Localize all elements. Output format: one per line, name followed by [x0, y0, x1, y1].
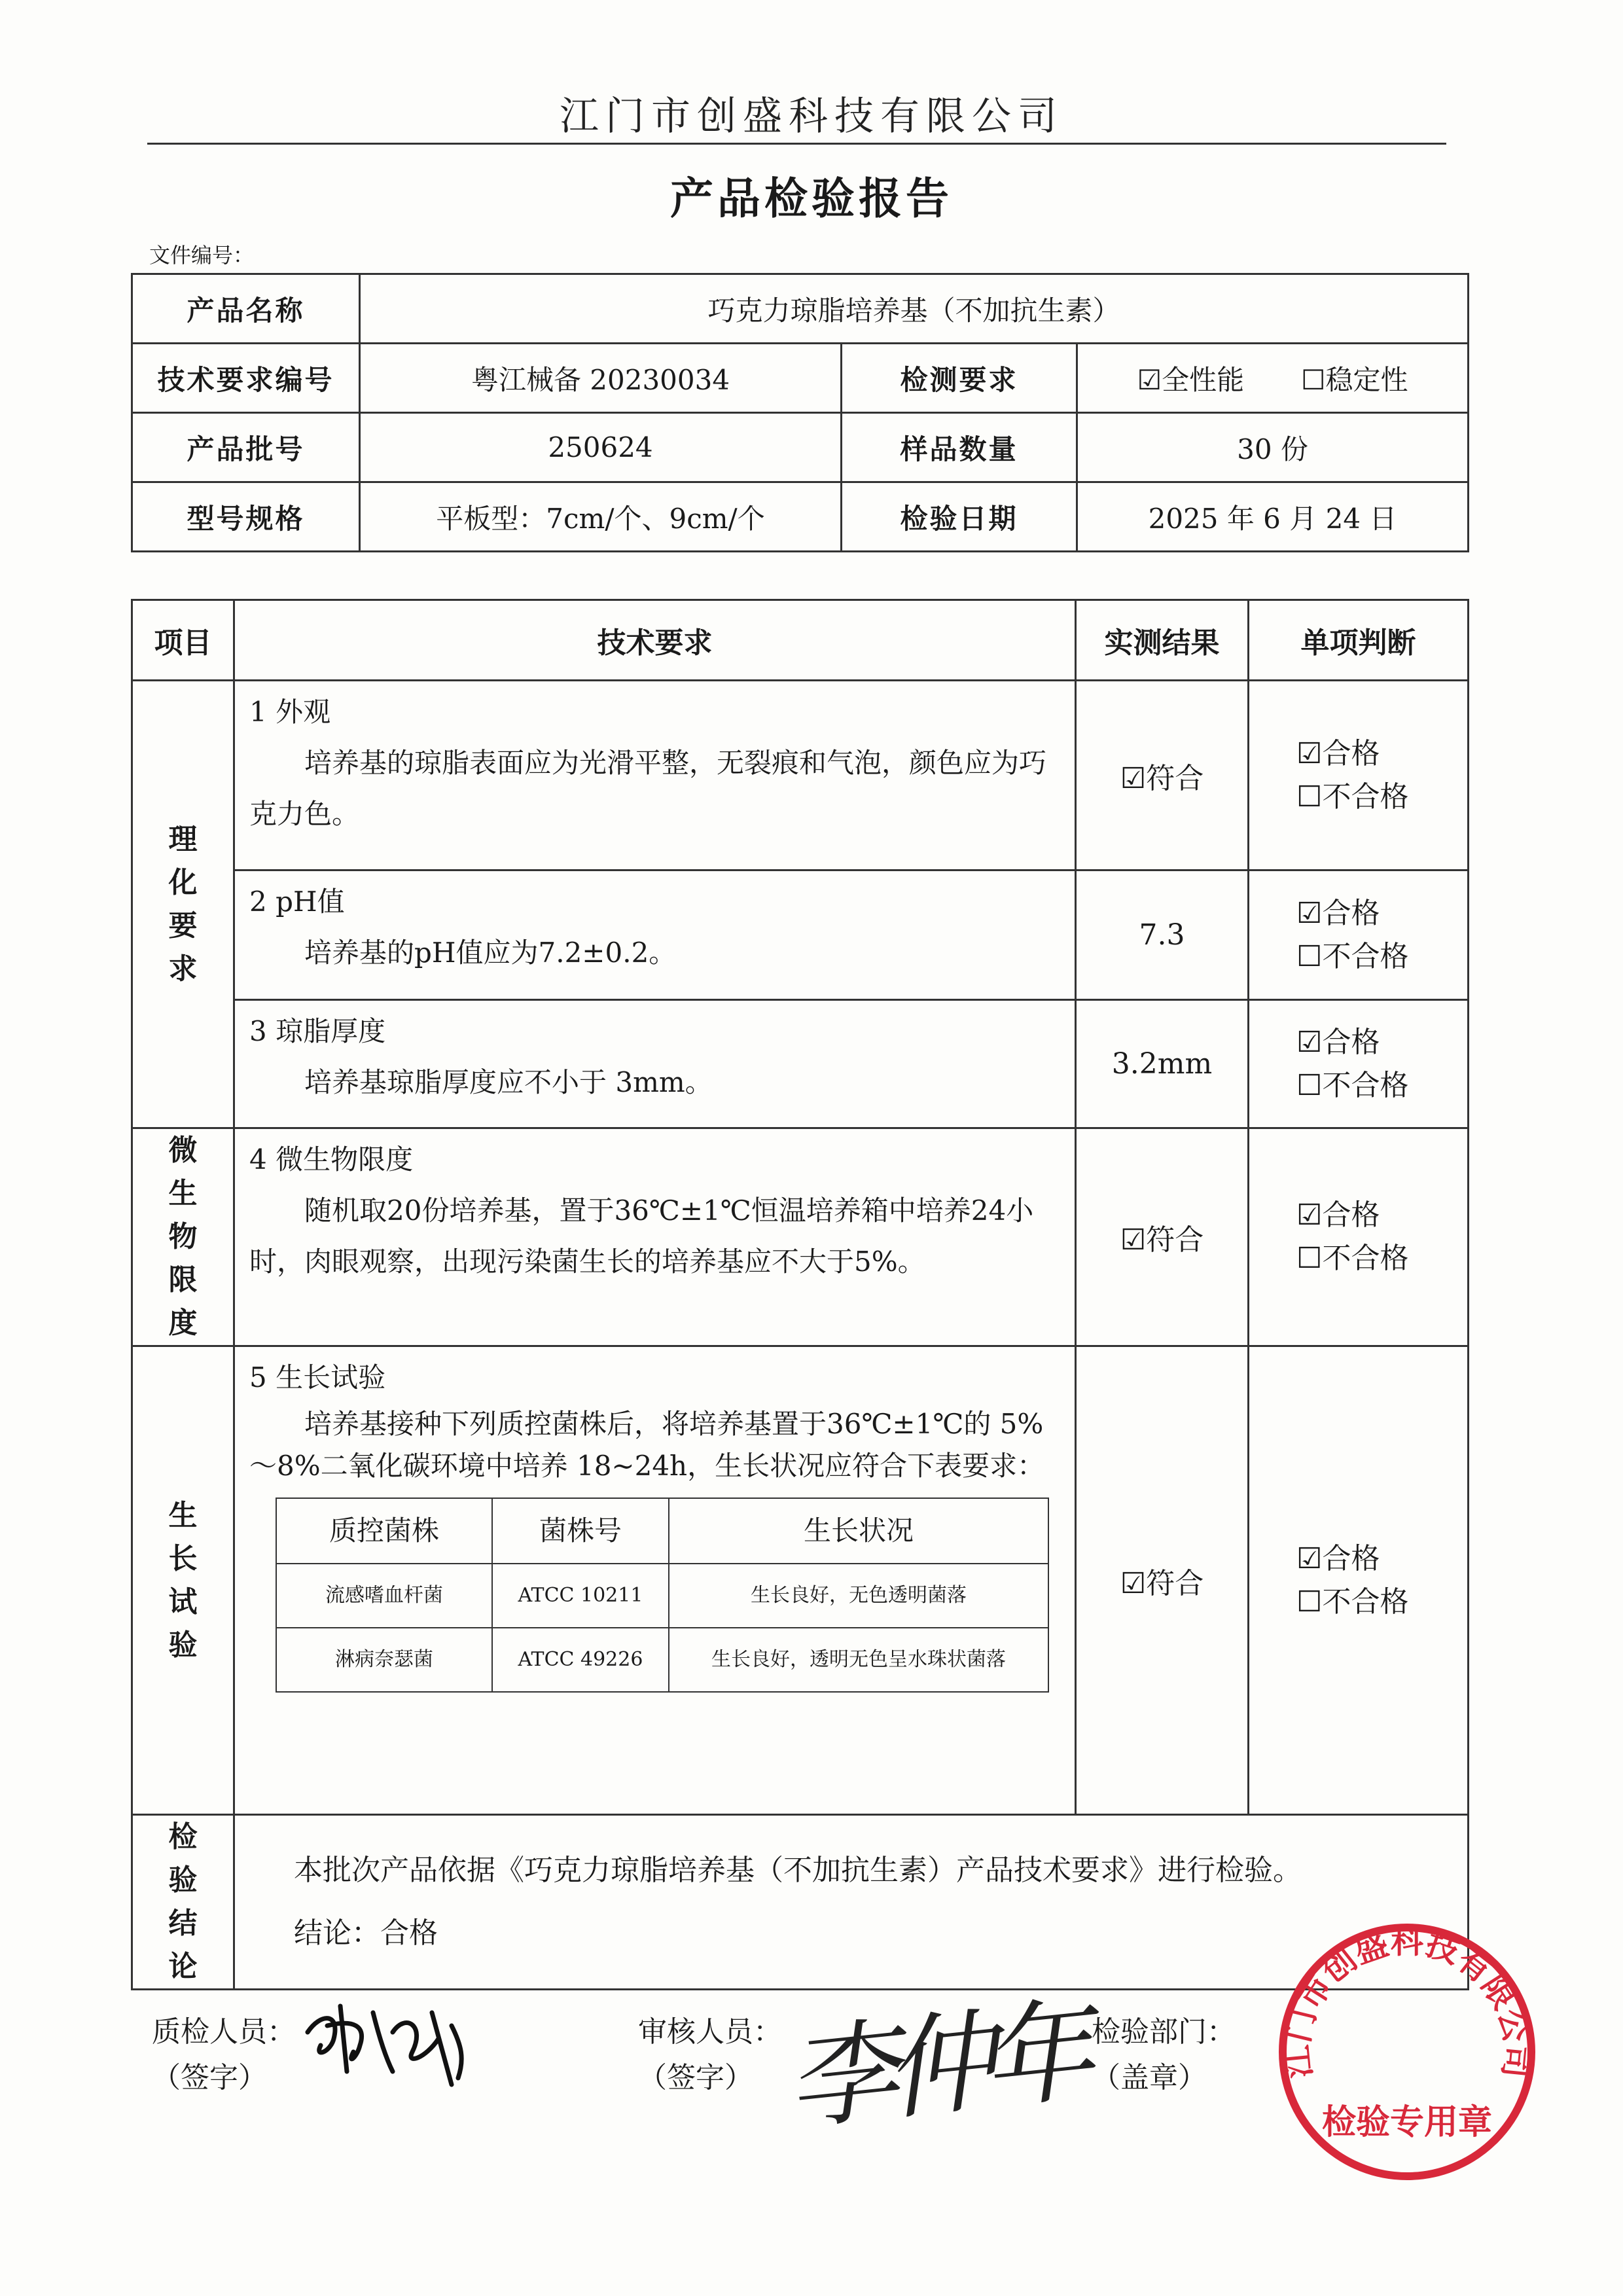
product-name-value: 巧克力琼脂培养基（不加抗生素） [360, 274, 1469, 344]
requirement-2-head: 2 pH值 [249, 886, 345, 918]
batch-label: 产品批号 [132, 413, 360, 482]
result-1: ☑符合 [1076, 681, 1249, 870]
inspector-note: （签字） [152, 2061, 267, 2094]
strain-id: ATCC 10211 [492, 1564, 669, 1628]
strain-col-id: 菌株号 [492, 1498, 669, 1564]
date-label: 检验日期 [842, 482, 1077, 552]
inspector-signature [294, 1986, 491, 2098]
reviewer-block [638, 2009, 782, 2101]
col-result-header: 实测结果 [1076, 600, 1249, 681]
requirement-4-text: 随机取20份培养基，置于36℃±1℃恒温培养箱中培养24小时，肉眼观察，出现污染菌生长的培养基应不大于5%。 [249, 1194, 1034, 1278]
requirement-5-head: 5 生长试验 [249, 1361, 386, 1393]
product-name-label: 产品名称 [132, 274, 360, 344]
conclusion-result: 结论：合格 [294, 1916, 438, 1950]
strain-growth: 生长良好，无色透明菌落 [669, 1564, 1048, 1628]
judge-5: ☑合格 ☐不合格 [1249, 1346, 1469, 1815]
group-microbial: 微 生 物 限 度 [132, 1128, 234, 1346]
result-3: 3.2mm [1076, 1000, 1249, 1128]
strain-name: 流感嗜血杆菌 [276, 1564, 492, 1628]
batch-value: 250624 [360, 413, 842, 482]
requirement-5-text: 培养基接种下列质控菌株后，将培养基置于36℃±1℃的 5%～8%二氧化碳环境中培养 18~24h，生长状况应符合下表要求： [249, 1408, 1045, 1482]
requirement-4-head: 4 微生物限度 [249, 1143, 414, 1175]
seal-company-text: 江门市创盛科技有限公司 [1277, 1922, 1537, 2080]
strain-col-growth: 生长状况 [669, 1498, 1048, 1564]
judge-2: ☑合格 ☐不合格 [1249, 870, 1469, 1000]
dept-block [1092, 2009, 1236, 2101]
result-2: 7.3 [1076, 870, 1249, 1000]
reviewer-note: （签字） [638, 2061, 753, 2094]
strain-id: ATCC 49226 [492, 1628, 669, 1692]
product-info-table [131, 273, 1469, 552]
model-value: 平板型：7cm/个、9cm/个 [360, 482, 842, 552]
strain-growth: 生长良好，透明无色呈水珠状菌落 [669, 1628, 1048, 1692]
svg-text:江门市创盛科技有限公司 [1278, 1923, 1537, 2080]
col-judge-header: 单项判断 [1249, 600, 1469, 681]
dept-note: （盖章） [1092, 2061, 1207, 2094]
judge-4: ☑合格 ☐不合格 [1249, 1128, 1469, 1346]
requirement-1 [234, 681, 1076, 870]
strain-table [276, 1498, 1049, 1693]
strain-name: 淋病奈瑟菌 [276, 1628, 492, 1692]
result-4: ☑符合 [1076, 1128, 1249, 1346]
sample-qty-value: 30 份 [1077, 413, 1469, 482]
inspection-table [131, 599, 1469, 1990]
requirement-4 [234, 1128, 1076, 1346]
dept-label: 检验部门： [1092, 2015, 1236, 2049]
conclusion-text: 本批次产品依据《巧克力琼脂培养基（不加抗生素）产品技术要求》进行检验。 [294, 1854, 1302, 1887]
tech-req-no-label: 技术要求编号 [132, 344, 360, 413]
judge-3: ☑合格 ☐不合格 [1249, 1000, 1469, 1128]
table-row [276, 1564, 1048, 1628]
strain-col-name: 质控菌株 [276, 1498, 492, 1564]
date-value: 2025 年 6 月 24 日 [1077, 482, 1469, 552]
seal-title-text: 检验专用章 [1321, 2103, 1493, 2142]
tech-req-no-value: 粤江械备 20230034 [360, 344, 842, 413]
company-name: 江门市创盛科技有限公司 [560, 94, 1063, 139]
requirement-1-head: 1 外观 [249, 696, 331, 728]
test-req-options [1077, 344, 1469, 413]
test-req-label: 检测要求 [842, 344, 1077, 413]
requirement-3-text: 培养基琼脂厚度应不小于 3mm。 [304, 1066, 713, 1098]
model-label: 型号规格 [132, 482, 360, 552]
judge-1: ☑合格 ☐不合格 [1249, 681, 1469, 870]
file-number-label: 文件编号： [149, 243, 255, 268]
report-title: 产品检验报告 [670, 173, 953, 224]
group-growth: 生 长 试 验 [132, 1346, 234, 1815]
requirement-5 [234, 1346, 1076, 1815]
requirement-3 [234, 1000, 1076, 1128]
stability-checkbox: ☐稳定性 [1300, 363, 1408, 396]
reviewer-label: 审核人员： [638, 2015, 782, 2049]
inspector-label: 质检人员： [152, 2015, 296, 2049]
full-performance-checkbox: ☑全性能 [1137, 363, 1245, 396]
requirement-2-text: 培养基的pH值应为7.2±0.2。 [304, 937, 677, 969]
table-row [276, 1628, 1048, 1692]
requirement-3-head: 3 琼脂厚度 [249, 1015, 386, 1047]
requirement-2 [234, 870, 1076, 1000]
reviewer-signature: 李仲年 [780, 1986, 1087, 2147]
inspection-seal [1270, 1914, 1544, 2189]
requirement-1-text: 培养基的琼脂表面应为光滑平整，无裂痕和气泡，颜色应为巧克力色。 [249, 747, 1047, 830]
sample-qty-label: 样品数量 [842, 413, 1077, 482]
group-physchem: 理 化 要 求 [132, 681, 234, 1128]
col-item-header: 项目 [132, 600, 234, 681]
header-divider [147, 143, 1446, 145]
col-req-header: 技术要求 [234, 600, 1076, 681]
inspector-block [152, 2009, 296, 2101]
group-conclusion: 检 验 结 论 [132, 1815, 234, 1990]
result-5: ☑符合 [1076, 1346, 1249, 1815]
